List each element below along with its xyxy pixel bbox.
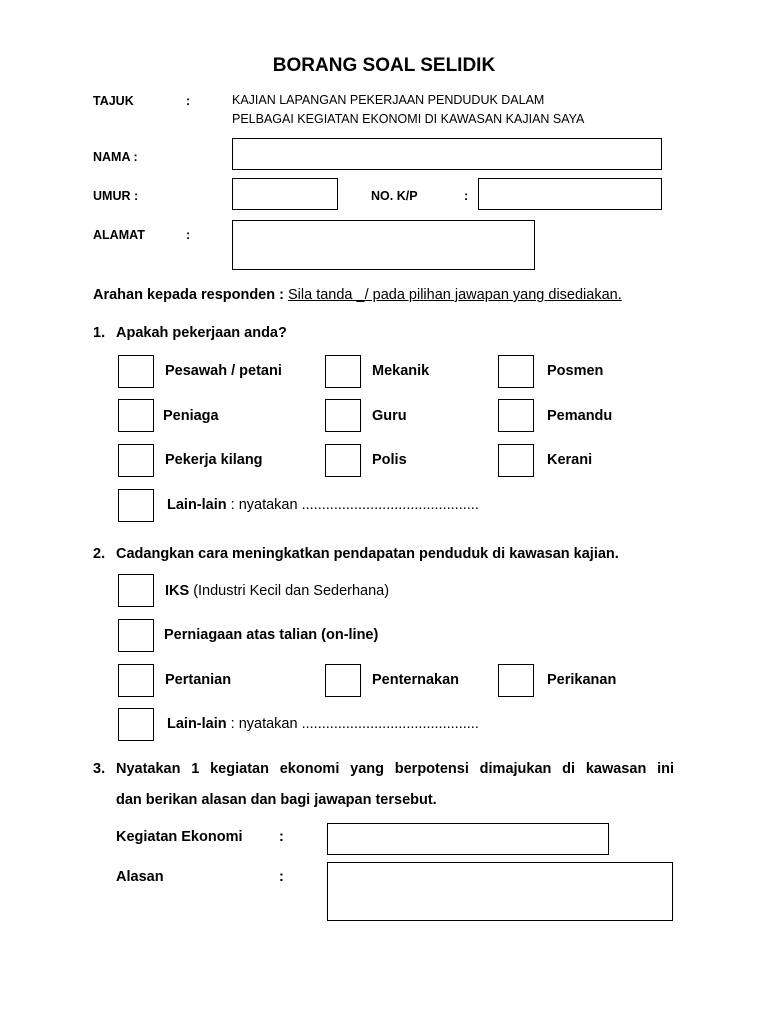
checkbox-perikanan[interactable] — [498, 664, 534, 697]
nokp-field[interactable] — [478, 178, 662, 210]
checkbox-peniaga[interactable] — [118, 399, 154, 432]
option-q2-lain-lain — [167, 716, 479, 732]
q2-other-rest: : nyatakan ............................................ — [226, 716, 479, 732]
alamat-field[interactable] — [232, 220, 535, 270]
tajuk-label: TAJUK — [93, 94, 134, 108]
checkbox-q1-lain-lain[interactable] — [118, 489, 154, 522]
checkbox-online[interactable] — [118, 619, 154, 652]
instruction-text: Sila tanda _/ pada pilihan jawapan yang disediakan. — [288, 287, 622, 303]
option-guru: Guru — [372, 408, 407, 424]
q3-text-line-2: dan berikan alasan dan bagi jawapan tersebut. — [116, 792, 437, 808]
option-online: Perniagaan atas talian (on-line) — [164, 627, 379, 643]
q2-number: 2. — [93, 546, 106, 562]
tajuk-line-2: PELBAGAI KEGIATAN EKONOMI DI KAWASAN KAJIAN SAYA — [232, 112, 585, 126]
tajuk-colon: : — [186, 94, 191, 108]
q3-number: 3. — [93, 761, 106, 777]
alasan-colon: : — [279, 869, 284, 885]
option-perikanan: Perikanan — [547, 672, 617, 688]
kegiatan-label: Kegiatan Ekonomi — [116, 829, 243, 845]
checkbox-pekerja-kilang[interactable] — [118, 444, 154, 477]
option-peniaga: Peniaga — [163, 408, 219, 424]
option-penternakan: Penternakan — [372, 672, 460, 688]
q2-text: Cadangkan cara meningkatkan pendapatan penduduk di kawasan kajian. — [116, 546, 619, 562]
checkbox-penternakan[interactable] — [325, 664, 361, 697]
option-q1-lain-lain — [167, 497, 479, 513]
checkbox-q2-lain-lain[interactable] — [118, 708, 154, 741]
kegiatan-colon: : — [279, 829, 284, 845]
q1-other-bold: Lain-lain — [167, 497, 227, 513]
checkbox-mekanik[interactable] — [325, 355, 361, 388]
umur-field[interactable] — [232, 178, 338, 210]
tajuk-line-1: KAJIAN LAPANGAN PEKERJAAN PENDUDUK DALAM — [232, 93, 545, 107]
option-mekanik: Mekanik — [372, 363, 430, 379]
option-pekerja-kilang: Pekerja kilang — [165, 452, 263, 468]
checkbox-pemandu[interactable] — [498, 399, 534, 432]
alamat-colon: : — [186, 228, 191, 242]
q3-text-line-1: Nyatakan 1 kegiatan ekonomi yang berpotensi dimajukan di kawasan ini — [116, 761, 674, 777]
option-pertanian: Pertanian — [165, 672, 232, 688]
option-pemandu: Pemandu — [547, 408, 613, 424]
nama-field[interactable] — [232, 138, 662, 170]
option-pesawah: Pesawah / petani — [165, 363, 282, 379]
umur-label: UMUR : — [93, 189, 139, 203]
nama-label: NAMA : — [93, 150, 138, 164]
alamat-label: ALAMAT — [93, 228, 145, 242]
checkbox-kerani[interactable] — [498, 444, 534, 477]
nokp-label: NO. K/P — [371, 189, 418, 203]
iks-bold: IKS — [165, 583, 190, 599]
iks-rest: (Industri Kecil dan Sederhana) — [189, 583, 390, 599]
instruction — [93, 287, 622, 303]
option-posmen: Posmen — [547, 363, 604, 379]
kegiatan-field[interactable] — [327, 823, 609, 855]
checkbox-polis[interactable] — [325, 444, 361, 477]
checkbox-iks[interactable] — [118, 574, 154, 607]
form-title: BORANG SOAL SELIDIK — [272, 55, 496, 76]
option-iks — [165, 583, 389, 599]
instruction-lead: Arahan kepada responden : — [93, 287, 284, 303]
checkbox-guru[interactable] — [325, 399, 361, 432]
checkbox-pesawah[interactable] — [118, 355, 154, 388]
q1-text: Apakah pekerjaan anda? — [116, 325, 287, 341]
q1-other-rest: : nyatakan ............................................ — [226, 497, 479, 513]
option-kerani: Kerani — [547, 452, 593, 468]
nokp-colon: : — [464, 189, 469, 203]
q2-other-bold: Lain-lain — [167, 716, 227, 732]
alasan-field[interactable] — [327, 862, 673, 921]
q1-number: 1. — [93, 325, 106, 341]
alasan-label: Alasan — [116, 869, 164, 885]
checkbox-posmen[interactable] — [498, 355, 534, 388]
checkbox-pertanian[interactable] — [118, 664, 154, 697]
option-polis: Polis — [372, 452, 407, 468]
